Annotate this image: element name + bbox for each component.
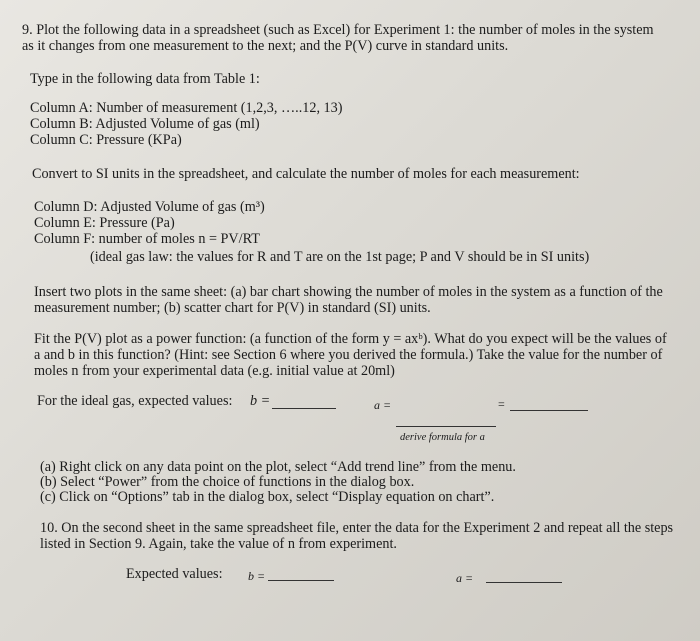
derive-formula-line[interactable] (396, 426, 496, 427)
convert-instruction: Convert to SI units in the spreadsheet, and calculate the number of moles for each measurement: (32, 166, 580, 182)
column-e-text: Column E: Pressure (Pa) (34, 215, 175, 231)
a-equals-label: a = (374, 398, 392, 412)
section10-expected-label: Expected values: (126, 566, 223, 582)
column-a-text: Column A: Number of measurement (1,2,3, …..12, 13) (30, 100, 343, 116)
a-answer-blank[interactable] (510, 410, 588, 411)
equals-sign: = (498, 397, 505, 411)
section10-line2: listed in Section 9. Again, take the value of n from experiment. (40, 536, 397, 552)
section10-b-blank[interactable] (268, 580, 334, 581)
section10-b-equals: b = (248, 569, 266, 583)
type-intro: Type in the following data from Table 1: (30, 71, 260, 87)
insert-plots-line1: Insert two plots in the same sheet: (a) bar chart showing the number of moles in the system as a function of the (34, 284, 663, 300)
section10-line1: 10. On the second sheet in the same spreadsheet file, enter the data for the Experiment 2 and repeat all the steps (40, 520, 674, 536)
trendline-step-a: (a) Right click on any data point on the plot, select “Add trend line” from the menu. (40, 459, 516, 475)
b-answer-blank[interactable] (272, 408, 336, 409)
insert-plots-line2: measurement number; (b) scatter chart for P(V) in standard (SI) units. (34, 300, 431, 316)
section10-a-blank[interactable] (486, 582, 562, 583)
trendline-step-c: (c) Click on “Options” tab in the dialog box, select “Display equation on chart”. (40, 489, 495, 505)
fit-instruction-line1: Fit the P(V) plot as a power function: (a function of the form y = axᵇ). What do you expect will be the values of (34, 331, 667, 347)
column-b-text: Column B: Adjusted Volume of gas (ml) (30, 116, 260, 132)
trendline-step-b: (b) Select “Power” from the choice of functions in the dialog box. (40, 474, 415, 490)
section10-a-equals: a = (456, 571, 474, 585)
ideal-gas-note: (ideal gas law: the values for R and T are on the 1st page; P and V should be in SI units) (90, 249, 590, 265)
column-d-text: Column D: Adjusted Volume of gas (m³) (34, 199, 265, 215)
section9-heading-line2: as it changes from one measurement to the next; and the P(V) curve in standard units. (22, 38, 509, 54)
derive-formula-caption: derive formula for a (400, 432, 485, 443)
column-f-text: Column F: number of moles n = PV/RT (34, 231, 260, 247)
fit-instruction-line3: moles n from your experimental data (e.g. initial value at 20ml) (34, 363, 395, 379)
b-equals-label: b = (250, 393, 271, 409)
expected-values-label: For the ideal gas, expected values: (37, 393, 233, 409)
fit-instruction-line2: a and b in this function? (Hint: see Section 6 where you derived the formula.) Take the value for the number of (34, 347, 663, 363)
section9-heading-line1: 9. Plot the following data in a spreadsheet (such as Excel) for Experiment 1: the number of moles in the system (22, 22, 654, 38)
column-c-text: Column C: Pressure (KPa) (30, 132, 182, 148)
